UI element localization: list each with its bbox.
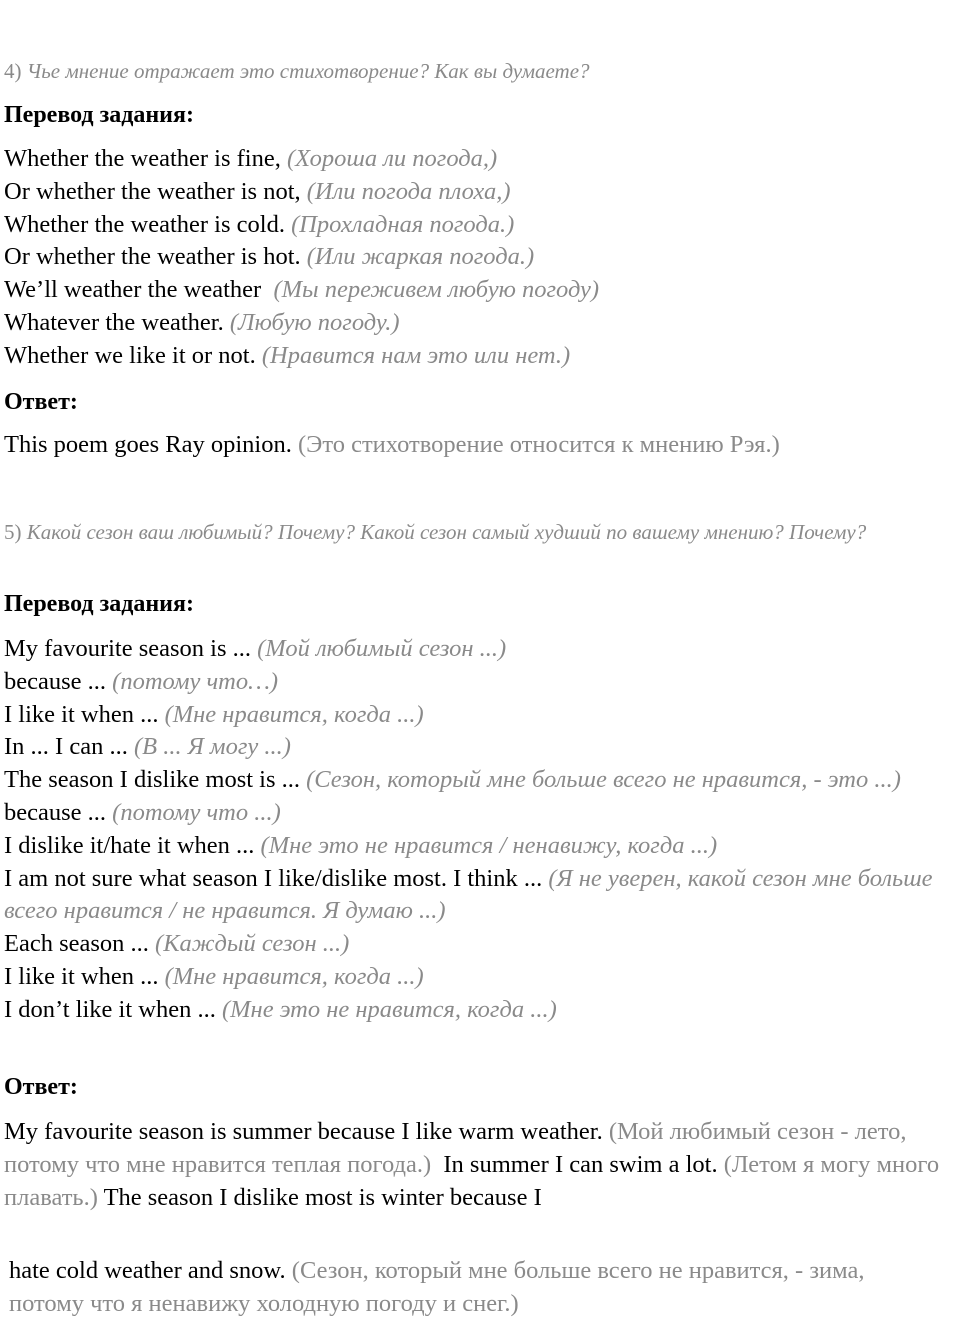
prompt-line [4,928,949,961]
prompt-line-en: I like it when ... [4,962,159,990]
poem-line-ru: (Хороша ли погода,) [286,145,498,172]
prompt-line-ru: (В ... Я могу ...) [133,733,291,761]
prompt-line-en: My favourite season is ... [4,635,251,662]
poem-line-ru: (Нравится нам это или нет.) [261,341,571,369]
prompt-line-en: I dislike it/hate it when ... [4,831,255,859]
answer-sentence-en: The season I dislike most is winter because I [103,1183,542,1211]
prompt-line-en: The season I dislike most is ... [4,766,301,794]
prompt-line [4,666,949,699]
prompt-line [4,830,949,863]
prompt-line-ru: (Я не уверен, какой сезон мне больше всего нравится / не нравится. Я думаю ...) [4,864,933,925]
task4-translation-header: Перевод задания: [4,102,194,128]
task4-answer-header: Ответ: [4,389,78,415]
prompt-line-en: because ... [4,667,107,695]
task5-number: 5) [4,520,22,544]
prompt-line [4,797,949,830]
task5-translation-header: Перевод задания: [4,591,194,617]
poem-line [4,241,599,274]
task4-question-text: Чье мнение отражает это стихотворение? Как вы думаете? [26,59,590,83]
task5-question [4,518,934,547]
task4-number: 4) [4,59,22,83]
prompt-line [4,994,949,1027]
poem-line-en: Whether the weather is fine, [4,145,281,172]
prompt-line-ru: (потому что ...) [112,798,281,826]
task4-answer-en: This poem goes Ray opinion. [4,431,292,458]
prompt-line-en: because ... [4,798,107,826]
poem-line-en: Whether the weather is cold. [4,210,285,238]
poem-line-en: Or whether the weather is not, [4,177,301,205]
task5-answer-header: Ответ: [4,1074,78,1100]
prompt-line-ru: (Мне нравится, когда ...) [164,700,424,728]
poem-line [4,274,599,307]
task5-answer [4,1116,954,1214]
answer-sentence-en: In summer I can swim a lot. [443,1150,718,1178]
task4-question [4,57,934,86]
prompt-line [4,961,949,994]
poem-line-ru: (Или погода плоха,) [306,177,511,205]
answer-sentence-ru: (Летом я могу много плавать.) [4,1150,940,1211]
poem-line-ru: (Прохладная погода.) [291,210,515,238]
task4-answer [4,429,954,462]
poem-line-en: We’ll weather the weather [4,276,262,304]
poem-line [4,340,599,373]
prompt-line-ru: (Мне это не нравится, когда ...) [221,995,557,1023]
prompt-line-ru: (Мне нравится, когда ...) [164,962,424,990]
answer-sentence-en: My favourite season is summer because I like warm weather. [4,1118,603,1145]
prompt-line [4,764,949,797]
prompt-line-ru: (Мой любимый сезон ...) [257,635,507,662]
prompt-line-en: I am not sure what season I like/dislike most. I think ... [4,864,543,892]
task4-poem [4,143,599,373]
prompt-line [4,633,949,666]
poem-line-ru: (Любую погоду.) [229,308,400,336]
task5-prompts [4,633,949,1027]
prompt-line-ru: (потому что…) [112,667,279,695]
prompt-line-en: I like it when ... [4,700,159,728]
poem-line [4,143,599,176]
poem-line [4,209,599,242]
prompt-line-en: In ... I can ... [4,733,128,761]
poem-line-en: Whatever the weather. [4,308,224,336]
answer-continuation-ru: (Сезон, который мне больше всего не нравится, - зима, потому что я ненавижу холодную погоду и снег.) [9,1257,865,1317]
prompt-line-en: I don’t like it when ... [4,995,216,1023]
poem-line-ru: (Мы переживем любую погоду) [273,276,600,304]
prompt-line [4,731,949,764]
prompt-line-ru: (Мне это не нравится / ненавижу, когда ...) [260,831,718,859]
prompt-line [4,863,949,929]
poem-line [4,307,599,340]
poem-line-en: Or whether the weather is hot. [4,243,301,271]
answer-sentence-ru: (Мой любимый сезон - лето, потому что мне нравится теплая погода.) [4,1118,907,1178]
answer-continuation-en: hate cold weather and snow. [9,1257,286,1284]
prompt-line-ru: (Сезон, который мне больше всего не нравится, - это ...) [306,766,901,794]
task4-answer-ru: (Это стихотворение относится к мнению Рэя.) [297,431,780,458]
prompt-line-ru: (Каждый сезон ...) [155,930,350,958]
poem-line [4,176,599,209]
poem-line-en: Whether we like it or not. [4,341,256,369]
poem-line-ru: (Или жаркая погода.) [306,243,535,271]
task5-answer-continuation [9,1255,944,1321]
prompt-line-en: Each season ... [4,930,149,958]
task5-question-text: Какой сезон ваш любимый? Почему? Какой сезон самый худший по вашему мнению? Почему? [26,520,867,544]
prompt-line [4,699,949,732]
